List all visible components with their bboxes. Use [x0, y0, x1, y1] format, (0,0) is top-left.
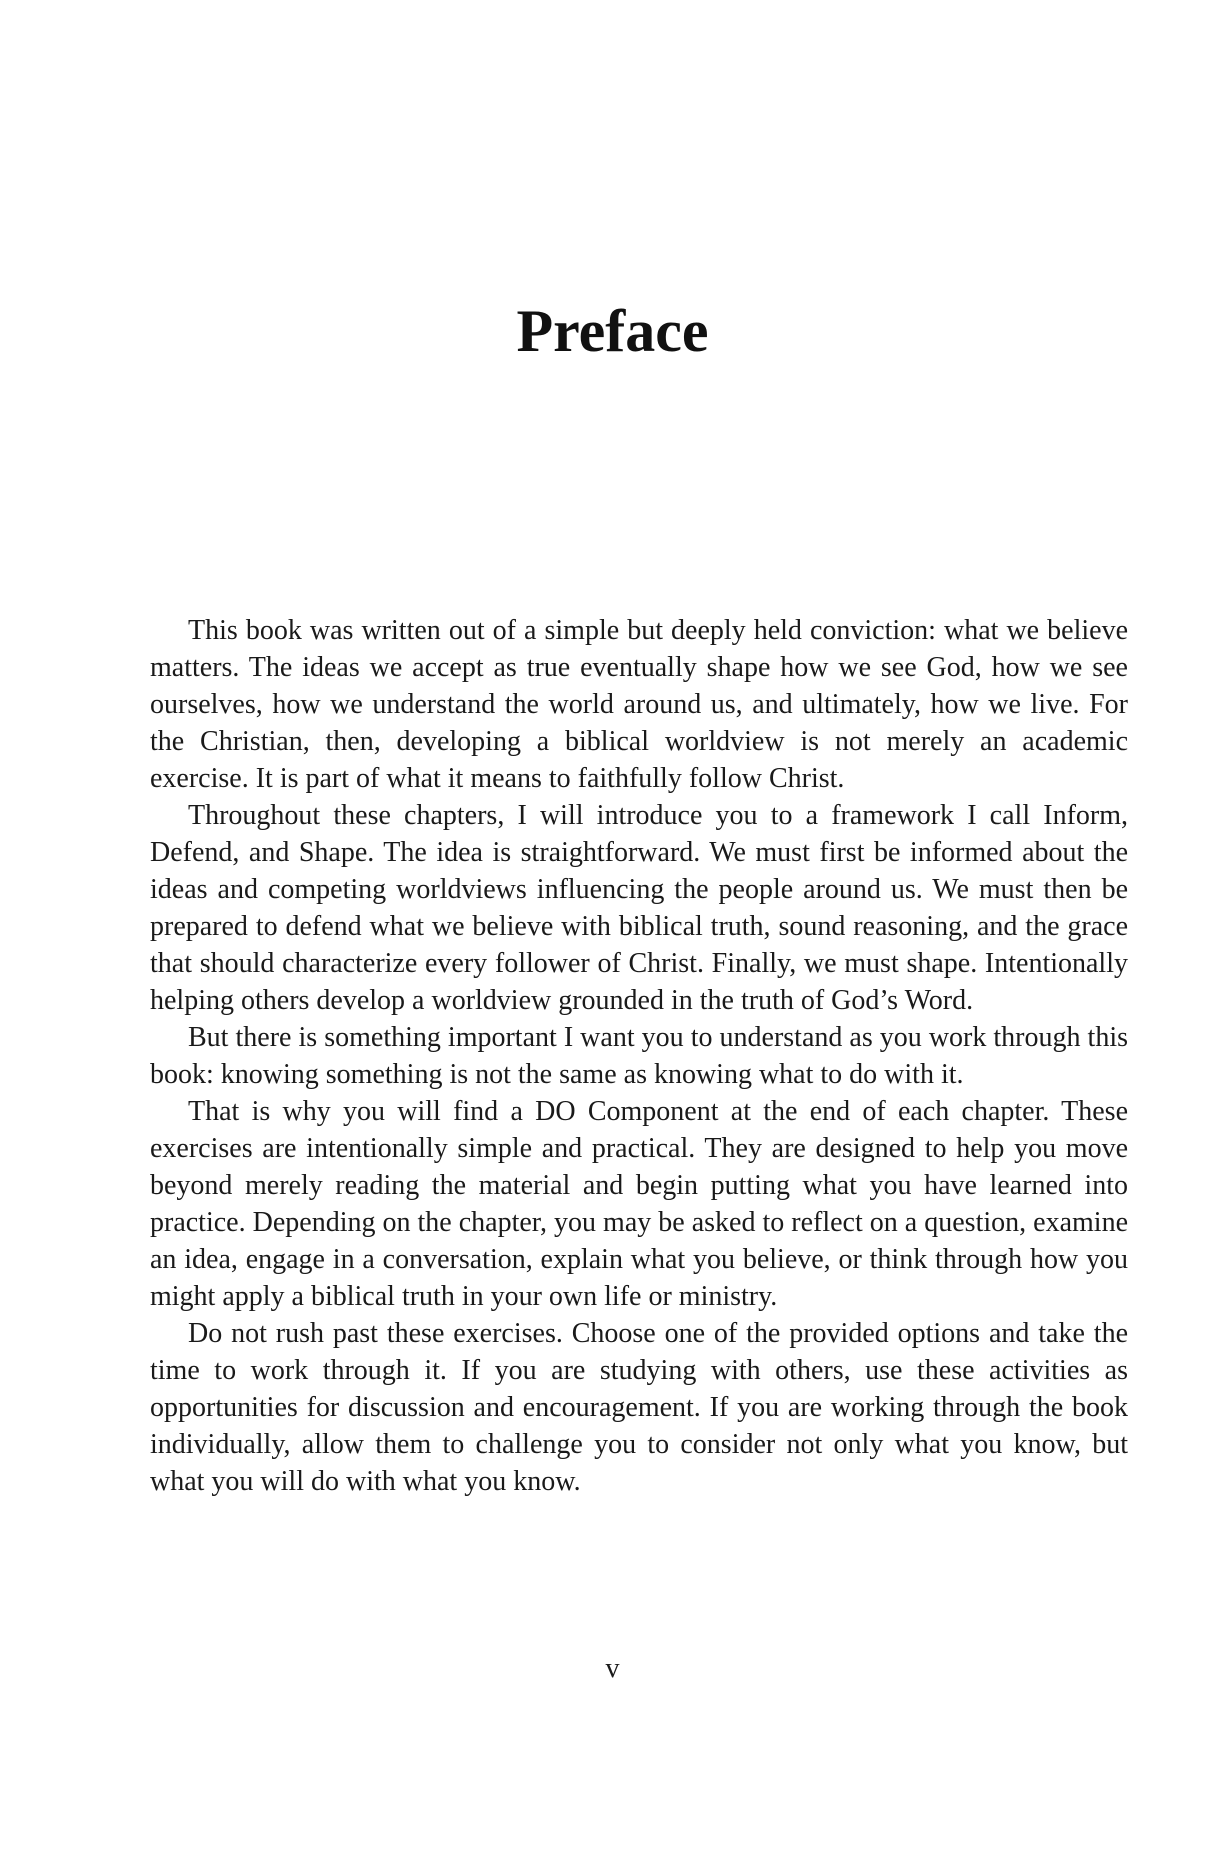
- paragraph: Do not rush past these exercises. Choose one of the provided options and take the time to work through it. If you are studying with others, use these activities as opportunities for discussion and encouragement. If you are working through the book individually, allow them to challenge you to consider not only what you know, but what you will do with what you know.: [150, 1318, 1128, 1497]
- paragraph: This book was written out of a simple but deeply held conviction: what we believe matters. The ideas we accept as true eventually shape how we see God, how we see ourselves, how we understand the world around us, and ultimately, how we live. For the Christian, then, developing a biblical worldview is not merely an academic exercise. It is part of what it means to faithfully follow Christ.: [150, 615, 1128, 794]
- preface-body: [150, 612, 1128, 1500]
- paragraph: But there is something important I want you to understand as you work through this book: knowing something is not the same as knowing what to do with it.: [150, 1022, 1128, 1090]
- paragraph: That is why you will find a DO Component at the end of each chapter. These exercises are intentionally simple and practical. They are designed to help you move beyond merely reading the material and begin putting what you have learned into practice. Depending on the chapter, you may be asked to reflect on a question, examine an idea, engage in a conversation, explain what you believe, or think through how you might apply a biblical truth in your own life or ministry.: [150, 1096, 1128, 1312]
- page-number: v: [605, 1653, 620, 1684]
- paragraph: Throughout these chapters, I will introduce you to a framework I call Inform, Defend, and Shape. The idea is straightforward. We must first be informed about the ideas and competing worldviews influencing the people around us. We must then be prepared to defend what we believe with biblical truth, sound reasoning, and the grace that should characterize every follower of Christ. Finally, we must shape. Intentionally helping others develop a worldview grounded in the truth of God’s Word.: [150, 800, 1128, 1016]
- page-title: Preface: [516, 298, 709, 364]
